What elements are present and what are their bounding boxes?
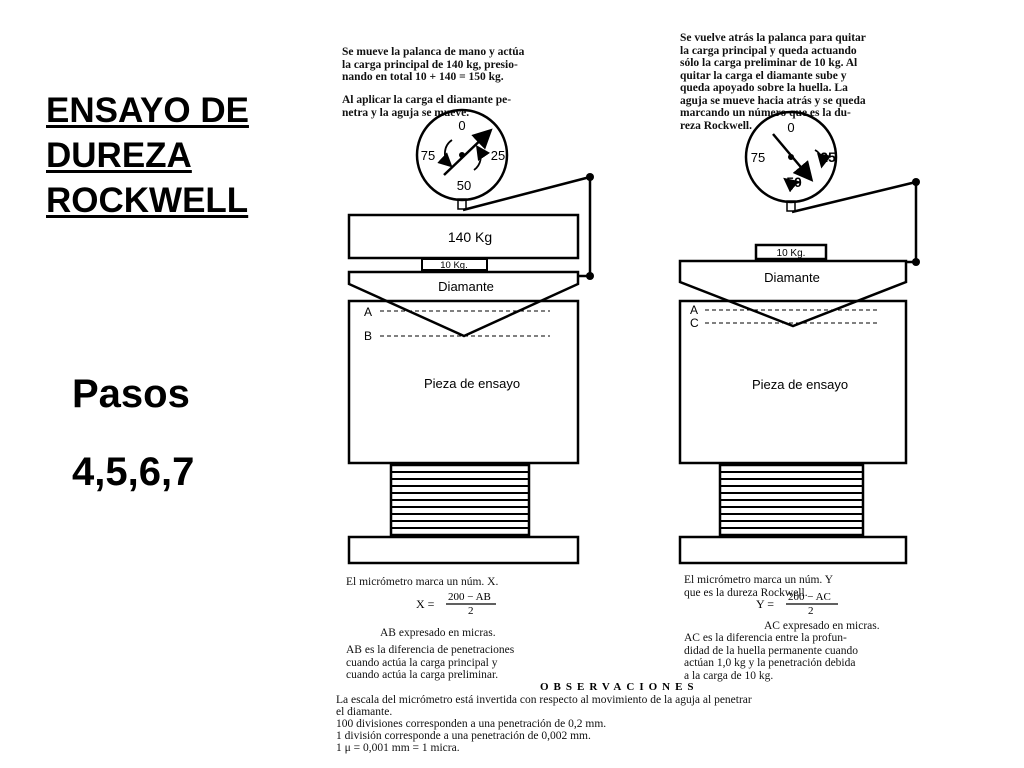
right-dial-needle — [773, 134, 810, 178]
right-explanation-text: AC es la diferencia entre la profun- didad de la huella permanente cuando actúan 1,0 kg y la penetración debida a la carga de 10 kg. — [684, 632, 859, 682]
left-dial-75: 75 — [420, 148, 436, 163]
right-base — [680, 537, 906, 563]
left-specimen-label: Pieza de ensayo — [423, 376, 521, 391]
right-specimen-label: Pieza de ensayo — [751, 377, 849, 392]
right-dial-0: 0 — [787, 120, 795, 135]
title-line-2: DUREZA — [46, 136, 192, 175]
left-dial-0: 0 — [458, 118, 466, 133]
right-formula-num: 200 − AC — [788, 591, 831, 603]
right-dial-25: 25 — [820, 149, 836, 165]
left-preload-label: 10 Kg. — [440, 260, 468, 271]
left-expressed-text: AB expresado en micras. — [380, 627, 496, 639]
observations-line-3: 100 divisiones corresponden a una penetración de 0,2 mm. — [336, 718, 607, 730]
left-apparatus — [349, 110, 594, 563]
observations-line-1: La escala del micrómetro está invertida con respecto al movimiento de la aguja al penetrar — [336, 694, 752, 706]
steps-numbers: 4,5,6,7 — [72, 450, 195, 494]
left-intro-text: Se mueve la palanca de mano y actúa la carga principal de 140 kg, presio- nando en total 10 + 140 = 150 kg. — [342, 46, 525, 83]
left-mark-b: B — [364, 329, 373, 343]
right-anvil-stack — [720, 465, 863, 535]
left-formula-den: 2 — [468, 605, 474, 617]
left-explanation-text: AB es la diferencia de penetraciones cuando actúa la carga principal y cuando actúa la carga preliminar. — [346, 644, 515, 681]
left-formula-lhs: X = — [416, 597, 435, 611]
right-formula-den: 2 — [808, 605, 814, 617]
right-diamond-label: Diamante — [764, 270, 820, 285]
left-micrometer-text: El micrómetro marca un núm. X. — [346, 576, 499, 588]
right-mark-a: A — [690, 303, 699, 317]
left-base — [349, 537, 578, 563]
steps-word: Pasos — [72, 372, 190, 416]
observations-line-5: 1 μ = 0,001 mm = 1 micra. — [336, 742, 460, 754]
observations-line-2: el diamante. — [336, 706, 393, 718]
left-main-load-label: 140 Kg — [447, 229, 493, 245]
left-dial — [417, 110, 507, 209]
observations-line-4: 1 división corresponde a una penetración de 0,002 mm. — [336, 730, 591, 742]
left-dial-25: 25 — [490, 148, 506, 163]
right-dial-50: 50 — [786, 174, 802, 190]
title-line-1: ENSAYO DE — [46, 91, 249, 130]
right-dial — [746, 112, 836, 211]
right-intro-text: Se vuelve atrás la palanca para quitar la carga principal y queda actuando sólo la carga preliminar de 10 kg. Al quitar la carga el diamante sube y queda apoyado sobre la huella. La aguja se mueve hacia atrás y se queda marcando un número que es la du- reza Rockwell. — [680, 32, 866, 132]
left-formula-num: 200 − AB — [448, 591, 491, 603]
right-formula-lhs: Y = — [756, 597, 774, 611]
right-expressed-text: AC expresado en micras. — [764, 620, 880, 632]
left-dial-50: 50 — [456, 178, 472, 193]
left-dial-needle — [444, 132, 489, 175]
left-note-text: Al aplicar la carga el diamante pe- netra y la aguja se mueve. — [342, 94, 512, 119]
left-anvil-stack — [391, 465, 529, 535]
left-lever — [463, 177, 590, 210]
right-mark-c: C — [690, 316, 699, 330]
right-preload-label: 10 Kg. — [776, 248, 806, 259]
left-mark-a: A — [364, 305, 373, 319]
right-micrometer-text: El micrómetro marca un núm. Y que es la dureza Rockwell. — [684, 574, 834, 599]
title-line-3: ROCKWELL — [46, 181, 249, 220]
observations-title: OBSERVACIONES — [540, 681, 699, 693]
right-apparatus — [680, 112, 920, 563]
right-dial-75: 75 — [750, 150, 766, 165]
left-diamond-label: Diamante — [438, 279, 494, 294]
